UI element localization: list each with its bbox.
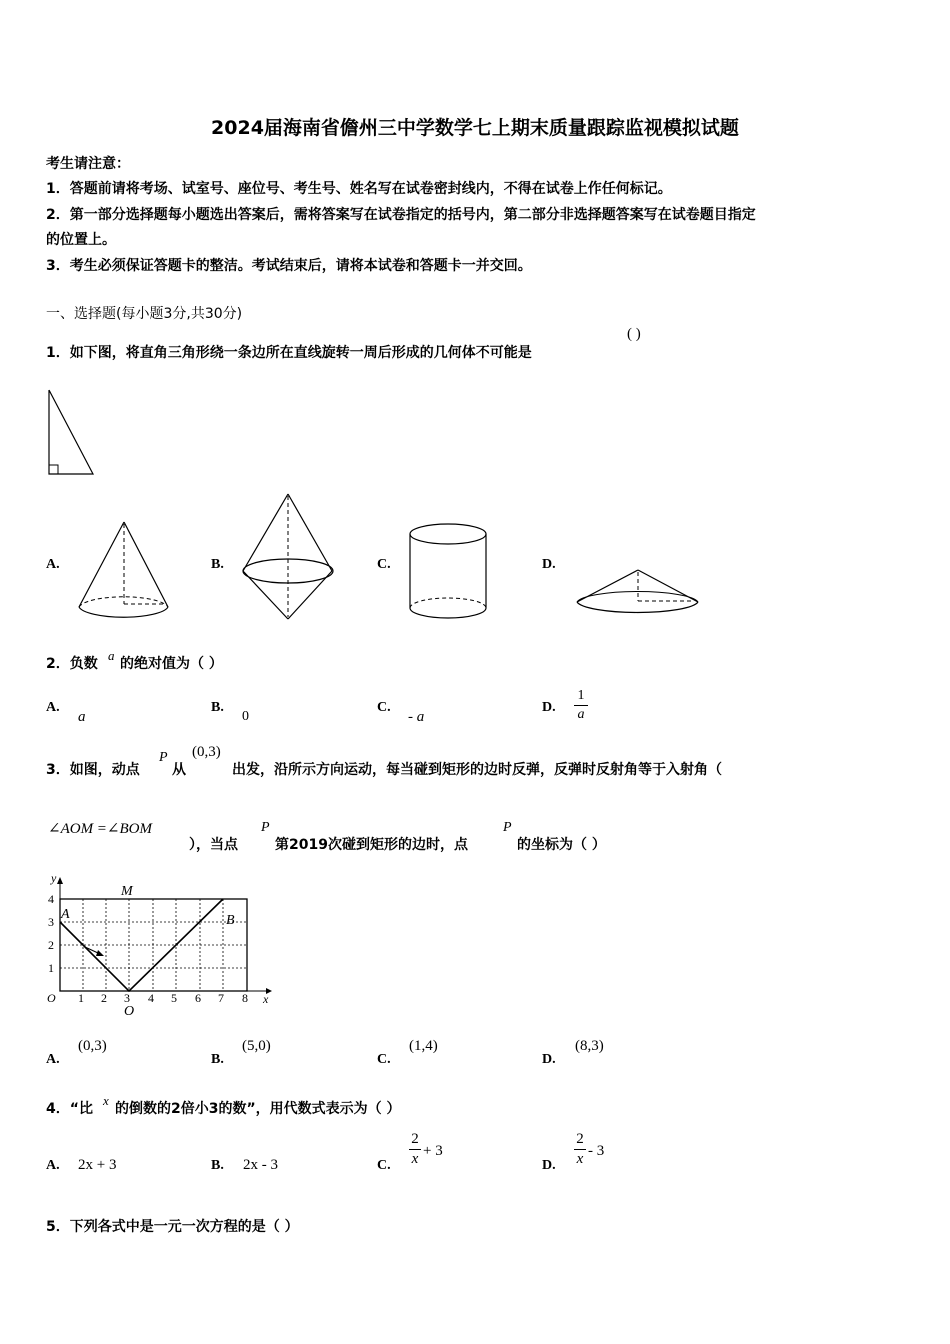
q2-option-d-label[interactable]: D. — [542, 700, 556, 715]
q3-option-b-label[interactable]: B. — [211, 1052, 224, 1067]
q1-option-c-label[interactable]: C. — [377, 557, 391, 572]
q3-start-point: (0,3) — [192, 744, 221, 760]
q4-option-a-label[interactable]: A. — [46, 1158, 60, 1173]
q4-option-d-numerator: 2 — [576, 1131, 584, 1147]
q3-option-d-value: (8,3) — [575, 1038, 604, 1054]
graph-point-o: O — [124, 1004, 135, 1019]
q3-text-when: ），当点 — [189, 837, 238, 853]
q2-text-end: 的绝对值为（ ） — [120, 656, 223, 672]
graph-y-tick-2: 2 — [48, 938, 54, 952]
q3-option-a-value: (0,3) — [78, 1038, 107, 1054]
q2-option-c-value: - a — [408, 709, 425, 725]
q3-point-p-2: P — [261, 820, 270, 835]
graph-x-tick-2: 2 — [101, 991, 107, 1005]
notice-item-1: 1．答题前请将考场、试室号、座位号、考生号、姓名写在试卷密封线内，不得在试卷上作任何标记。 — [46, 181, 672, 197]
q4-option-b-label[interactable]: B. — [211, 1158, 224, 1173]
q4-option-d-fraction — [574, 1131, 586, 1168]
q4-option-d-denominator: x — [576, 1151, 584, 1167]
q4-var-x: x — [103, 1093, 109, 1108]
q2-option-d-fraction — [574, 688, 588, 723]
q1-option-b-label[interactable]: B. — [211, 557, 224, 572]
q3-rectangle-graph — [40, 872, 280, 1022]
q4-option-c-denominator: x — [411, 1151, 419, 1167]
graph-point-b: B — [226, 913, 235, 928]
page-title: 2024届海南省儋州三中学数学七上期末质量跟踪监视模拟试题 — [211, 117, 739, 139]
notice-item-2: 2．第一部分选择题每小题选出答案后，需将答案写在试卷指定的括号内，第二部分非选择题答案写在试卷题目指定 — [46, 207, 756, 223]
graph-point-a: A — [61, 907, 70, 922]
q3-option-a-label[interactable]: A. — [46, 1052, 60, 1067]
double-cone-figure-b — [240, 492, 336, 622]
graph-x-tick-5: 5 — [171, 991, 177, 1005]
q3-angle-condition: ∠AOM =∠BOM — [48, 821, 152, 837]
cone-figure-a — [76, 520, 172, 620]
q1-option-d-label[interactable]: D. — [542, 557, 556, 572]
q2-text-start: 2．负数 — [46, 656, 98, 672]
q4-option-a-value: 2x + 3 — [78, 1157, 117, 1173]
q2-option-c-label[interactable]: C. — [377, 700, 391, 715]
q3-text-end: 的坐标为（ ） — [517, 837, 606, 853]
q4-option-c-tail: + 3 — [423, 1143, 443, 1159]
q2-var-a: a — [108, 648, 115, 663]
q3-text-middle: 出发，沿所示方向运动，每当碰到矩形的边时反弹，反弹时反射角等于入射角（ — [232, 762, 722, 778]
notice-item-3: 3．考生必须保证答题卡的整洁。考试结束后，请将本试卷和答题卡一并交回。 — [46, 258, 532, 274]
q5-text: 5．下列各式中是一元一次方程的是（ ） — [46, 1219, 299, 1235]
section-heading: 一、选择题(每小题3分,共30分) — [46, 306, 243, 322]
flat-cone-figure-d — [574, 568, 702, 622]
q3-option-d-label[interactable]: D. — [542, 1052, 556, 1067]
q2-option-a-label[interactable]: A. — [46, 700, 60, 715]
q3-text-from: 从 — [172, 762, 186, 778]
q4-option-d-label[interactable]: D. — [542, 1158, 556, 1173]
graph-x-tick-4: 4 — [148, 991, 154, 1005]
q4-option-c-fraction — [409, 1131, 421, 1168]
q1-text: 1．如下图，将直角三角形绕一条边所在直线旋转一周后形成的几何体不可能是 — [46, 345, 532, 361]
q4-option-d-tail: - 3 — [588, 1143, 605, 1159]
right-triangle-figure — [46, 388, 96, 478]
graph-x-tick-3: 3 — [124, 991, 130, 1005]
q2-option-d-numerator: 1 — [577, 688, 585, 703]
q3-text-start: 3．如图，动点 — [46, 762, 140, 778]
cylinder-figure-c — [406, 522, 490, 622]
q2-option-b-value: 0 — [242, 709, 249, 724]
q4-option-b-value: 2x - 3 — [243, 1157, 278, 1173]
graph-y-axis-label: y — [51, 871, 57, 885]
graph-y-tick-1: 1 — [48, 961, 54, 975]
q1-answer-paren: ( ) — [627, 326, 641, 342]
graph-point-m: M — [121, 884, 133, 899]
q3-point-p: P — [159, 750, 168, 765]
graph-x-tick-8: 8 — [242, 991, 248, 1005]
notice-item-2-cont: 的位置上。 — [46, 232, 116, 248]
q4-text-end: 的倒数的2倍小3的数”，用代数式表示为（ ） — [115, 1101, 401, 1117]
graph-y-tick-4: 4 — [48, 892, 54, 906]
q4-option-c-label[interactable]: C. — [377, 1158, 391, 1173]
q1-option-a-label[interactable]: A. — [46, 557, 60, 572]
q3-option-c-value: (1,4) — [409, 1038, 438, 1054]
q3-point-p-3: P — [503, 820, 512, 835]
q2-option-a-value: a — [78, 709, 86, 725]
graph-x-tick-6: 6 — [195, 991, 201, 1005]
q3-option-b-value: (5,0) — [242, 1038, 271, 1054]
graph-x-tick-1: 1 — [78, 991, 84, 1005]
graph-origin-label: O — [47, 991, 56, 1005]
graph-y-tick-3: 3 — [48, 915, 54, 929]
q2-option-d-denominator: a — [577, 707, 585, 722]
q2-option-b-label[interactable]: B. — [211, 700, 224, 715]
q4-option-c-numerator: 2 — [411, 1131, 419, 1147]
graph-x-tick-7: 7 — [218, 991, 224, 1005]
q3-text-bounce: 第2019次碰到矩形的边时，点 — [275, 837, 468, 853]
notice-heading: 考生请注意： — [46, 156, 130, 172]
q4-text-start: 4．“比 — [46, 1101, 93, 1117]
q3-option-c-label[interactable]: C. — [377, 1052, 391, 1067]
graph-x-axis-label: x — [263, 992, 269, 1006]
